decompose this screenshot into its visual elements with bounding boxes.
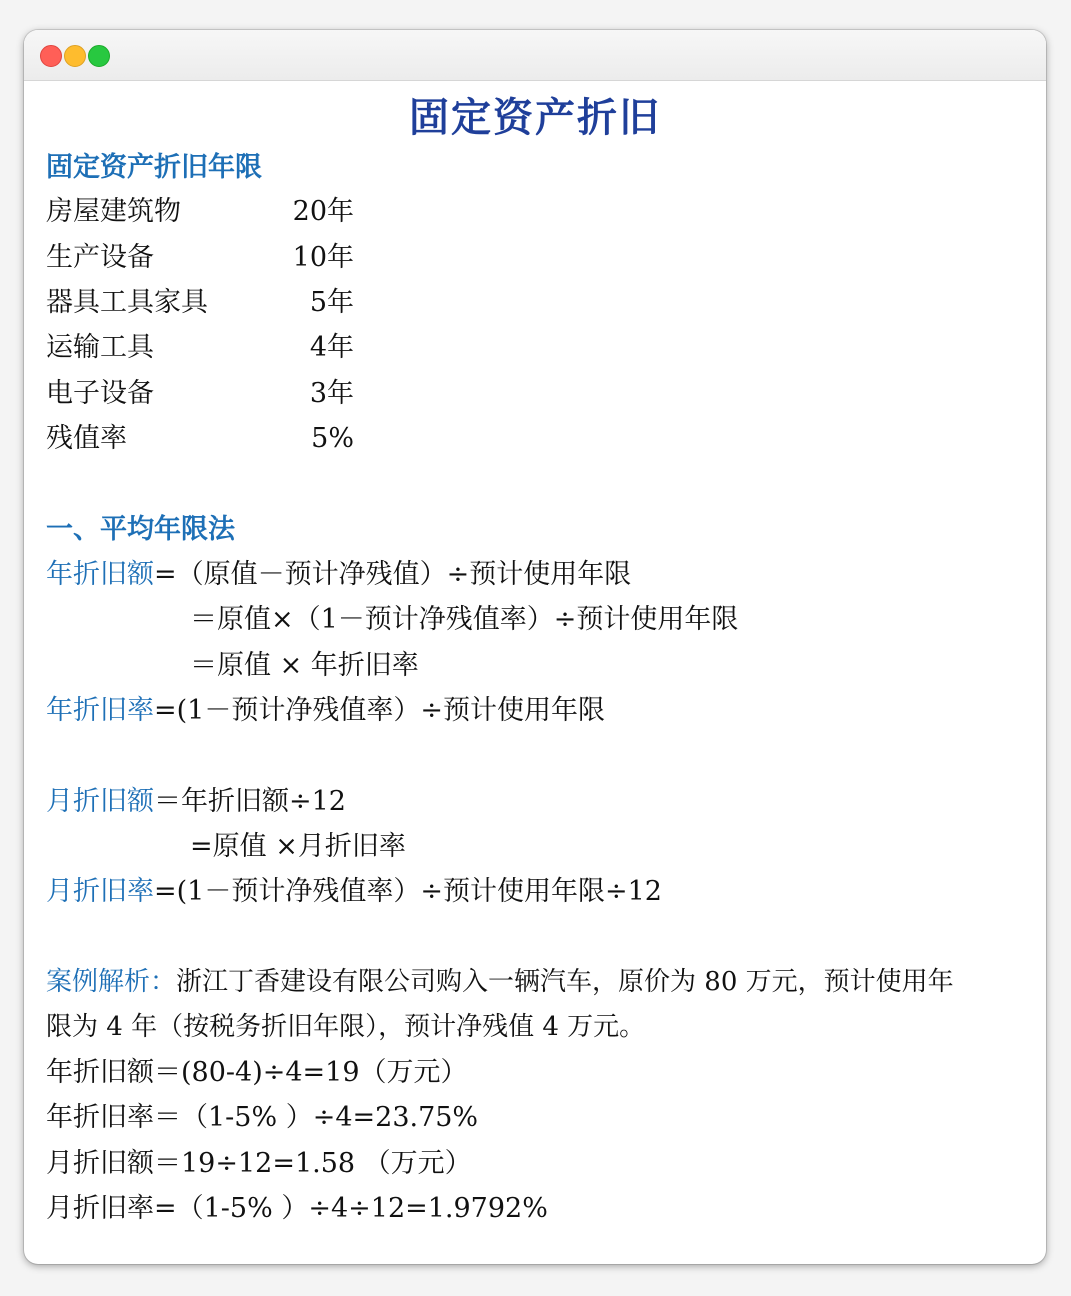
- case-text-2: 限为 4 年（按税务折旧年限），预计净残值 4 万元。: [46, 1012, 646, 1042]
- monthly-rate-formula: [46, 869, 662, 914]
- window-titlebar: [24, 30, 1046, 81]
- annual-amount-formula: [46, 552, 631, 597]
- annual-rate-label: 年折旧率: [46, 695, 154, 726]
- monthly-rate-label: 月折旧率: [46, 876, 154, 907]
- years-item-name: 运输工具: [46, 332, 154, 363]
- years-item-name: 器具工具家具: [46, 287, 208, 318]
- years-item-name: 房屋建筑物: [46, 196, 181, 227]
- monthly-rate-text: =(1－预计净残值率）÷预计使用年限÷12: [154, 876, 662, 907]
- monthly-amount-formula: [46, 779, 346, 824]
- document-title: 固定资产折旧: [409, 94, 661, 141]
- annual-amount-line3: ＝原值 × 年折旧率: [190, 650, 419, 681]
- annual-amount-label: 年折旧额: [46, 559, 154, 590]
- case-intro: [46, 960, 954, 1005]
- years-item-value: 20年: [292, 196, 354, 227]
- years-item-value: 10年: [292, 242, 354, 273]
- monthly-amount-line2: =原值 ×月折旧率: [190, 831, 406, 862]
- annual-rate-formula: [46, 688, 605, 733]
- years-heading: 固定资产折旧年限: [46, 152, 262, 183]
- maximize-window-button[interactable]: [88, 45, 110, 67]
- years-item-name: 电子设备: [46, 378, 154, 409]
- years-item-name: 生产设备: [46, 242, 154, 273]
- case-label: 案例解析：: [46, 967, 177, 997]
- app-window: [24, 30, 1046, 1264]
- case-calc-line: 年折旧率＝（1-5% ）÷4=23.75%: [46, 1102, 479, 1133]
- case-text-1: 浙江丁香建设有限公司购入一辆汽车，原价为 80 万元，预计使用年: [176, 967, 954, 997]
- method-heading: 一、平均年限法: [46, 514, 235, 545]
- case-calc-line: 年折旧额＝(80-4)÷4=19（万元）: [46, 1057, 468, 1088]
- years-item-value: 5%: [311, 423, 354, 454]
- years-item-value: 4年: [309, 332, 354, 363]
- case-calc-line: 月折旧额＝19÷12=1.58 （万元）: [46, 1148, 472, 1179]
- years-item-value: 5年: [309, 287, 354, 318]
- years-item-value: 3年: [309, 378, 354, 409]
- annual-amount-line2: ＝原值×（1－预计净残值率）÷预计使用年限: [190, 604, 739, 635]
- monthly-amount-label: 月折旧额: [46, 786, 154, 817]
- close-window-button[interactable]: [40, 45, 62, 67]
- case-calc-line: 月折旧率=（1-5% ）÷4÷12=1.9792%: [46, 1193, 548, 1224]
- monthly-amount-line1: ＝年折旧额÷12: [154, 786, 346, 817]
- annual-rate-text: =(1－预计净残值率）÷预计使用年限: [154, 695, 605, 726]
- minimize-window-button[interactable]: [64, 45, 86, 67]
- annual-amount-line1: =（原值－预计净残值）÷预计使用年限: [154, 559, 632, 590]
- years-item-name: 残值率: [46, 423, 127, 454]
